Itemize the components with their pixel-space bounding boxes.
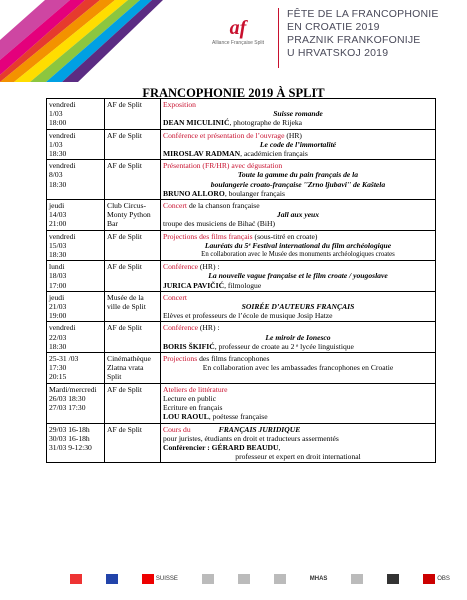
rainbow-graphic bbox=[0, 0, 170, 82]
event-line bbox=[163, 443, 433, 452]
sponsor-logo bbox=[274, 574, 286, 584]
date-line: 25-31 /03 bbox=[49, 354, 79, 364]
date-line: 18/03 bbox=[49, 271, 67, 281]
category-detail: des films francophones bbox=[197, 354, 270, 364]
event-cell bbox=[161, 261, 436, 292]
event-line bbox=[163, 412, 433, 421]
event-cell bbox=[161, 291, 436, 322]
category-detail: de la chanson française bbox=[187, 201, 260, 211]
program-table bbox=[46, 98, 436, 463]
place-cell bbox=[105, 423, 161, 463]
sponsor-logo: SUISSE bbox=[142, 574, 178, 584]
sponsor-logo bbox=[238, 574, 250, 584]
date-cell bbox=[47, 291, 105, 322]
sponsor-logo bbox=[70, 574, 82, 584]
program-row bbox=[47, 99, 436, 130]
event-category bbox=[163, 425, 433, 434]
sponsor-logo: MHAS bbox=[309, 576, 328, 582]
place-cell bbox=[105, 129, 161, 160]
speaker-name: JURICA PAVIČIĆ bbox=[163, 280, 225, 290]
place-line: Club Circus- bbox=[107, 201, 147, 211]
date-line: 18:00 bbox=[49, 118, 67, 128]
event-category bbox=[163, 161, 433, 170]
date-cell bbox=[47, 353, 105, 384]
event-category bbox=[163, 201, 433, 210]
event-line: professeur et expert en droit international bbox=[235, 452, 361, 462]
event-category bbox=[163, 232, 433, 241]
place-cell bbox=[105, 353, 161, 384]
place-line: AF de Split bbox=[107, 384, 143, 394]
event-line: Toute la gamme du pain français de la bbox=[237, 170, 359, 180]
category-label: Concert bbox=[163, 201, 188, 211]
date-line: 1/03 bbox=[49, 109, 63, 119]
event-cell bbox=[161, 230, 436, 261]
alliance-francaise-logo: af Alliance Française Split bbox=[212, 17, 264, 46]
date-line: jeudi bbox=[49, 292, 65, 302]
date-line: 31/03 9-12:30 bbox=[49, 442, 92, 452]
event-category bbox=[163, 262, 433, 271]
category-label: Présentation (FR/HR) avec dégustation bbox=[163, 161, 283, 171]
header bbox=[0, 0, 467, 82]
speaker-role: , photographe de Rijeka bbox=[229, 118, 302, 128]
event-line: Le miroir de Ionesco bbox=[265, 332, 331, 342]
speaker-role: , filmologue bbox=[224, 280, 262, 290]
date-line: 27/03 17:30 bbox=[49, 403, 86, 413]
program-row bbox=[47, 230, 436, 261]
speaker-name: MIROSLAV RADMAN bbox=[163, 149, 241, 159]
event-line bbox=[163, 281, 433, 290]
date-line: 22/03 bbox=[49, 332, 67, 342]
date-cell bbox=[47, 261, 105, 292]
event-category bbox=[163, 131, 433, 140]
place-cell bbox=[105, 261, 161, 292]
date-cell bbox=[47, 160, 105, 200]
date-line: vendredi bbox=[49, 323, 76, 333]
sponsor-logo bbox=[387, 574, 399, 584]
event-cell bbox=[161, 99, 436, 130]
place-cell bbox=[105, 160, 161, 200]
speaker-name: DEAN MICULINIĆ bbox=[163, 118, 230, 128]
place-line: ville de Split bbox=[107, 302, 146, 312]
event-category bbox=[163, 385, 433, 394]
event-line: La nouvelle vague française et le film croate / yougoslave bbox=[208, 271, 388, 281]
speaker-name: LOU RAOUL bbox=[163, 412, 209, 422]
event-line: En collaboration avec les ambassades francophones en Croatie bbox=[202, 363, 394, 373]
fete-title: FÊTE DE LA FRANCOPHONIE EN CROATIE 2019 PRAZNIK FRANKOFONIJE U HRVATSKOJ 2019 bbox=[287, 8, 439, 59]
event-line: Ecriture en français bbox=[163, 403, 223, 413]
event-line: Lauréats du 5ᵉ Festival international du film archéologique bbox=[204, 240, 392, 250]
program-row bbox=[47, 291, 436, 322]
speaker-name: BRUNO ALLORO bbox=[163, 188, 225, 198]
date-line: vendredi bbox=[49, 100, 76, 109]
event-line bbox=[163, 118, 433, 127]
program-row bbox=[47, 160, 436, 200]
date-line: vendredi bbox=[49, 130, 76, 140]
date-line: 29/03 16-18h bbox=[49, 424, 90, 434]
date-line: 26/03 18:30 bbox=[49, 393, 86, 403]
place-cell bbox=[105, 230, 161, 261]
event-cell bbox=[161, 353, 436, 384]
event-cell bbox=[161, 423, 436, 463]
place-line: AF de Split bbox=[107, 231, 143, 241]
category-label: Conférence bbox=[163, 323, 198, 333]
date-line: 21:00 bbox=[49, 219, 67, 229]
place-cell bbox=[105, 291, 161, 322]
event-category bbox=[163, 354, 433, 363]
event-line bbox=[163, 189, 433, 198]
event-line: Elèves et professeurs de l’école de musique Josip Hatze bbox=[163, 311, 333, 321]
category-label: Conférence et présentation de l’ouvrage bbox=[163, 130, 285, 140]
speaker-name: BORIS ŠKIFIĆ bbox=[163, 341, 215, 351]
event-cell bbox=[161, 383, 436, 423]
event-line: pour juristes, étudiants en droit et traducteurs assermentés bbox=[163, 433, 339, 443]
page-title: FRANCOPHONIE 2019 À SPLIT bbox=[142, 86, 325, 100]
category-label: Projections des films français bbox=[163, 231, 253, 241]
sponsor-logos bbox=[70, 568, 450, 590]
date-cell bbox=[47, 322, 105, 353]
place-line: Cinémathèque bbox=[107, 354, 151, 364]
category-label: Projections bbox=[163, 354, 198, 364]
event-line bbox=[163, 342, 433, 351]
speaker-role: , boulanger français bbox=[224, 188, 285, 198]
date-cell bbox=[47, 383, 105, 423]
date-line: 1/03 bbox=[49, 139, 63, 149]
date-line: Mardi/mercredi bbox=[49, 384, 97, 394]
category-detail: (sous-titré en croate) bbox=[252, 231, 318, 241]
header-divider bbox=[278, 8, 279, 68]
date-line: 20:15 bbox=[49, 372, 67, 382]
speaker-role: , académicien français bbox=[240, 149, 308, 159]
event-line bbox=[163, 149, 433, 158]
category-label: Exposition bbox=[163, 100, 196, 109]
program-row bbox=[47, 129, 436, 160]
place-line: Musée de la bbox=[107, 292, 144, 302]
date-line: 15/03 bbox=[49, 240, 67, 250]
date-line: 18:30 bbox=[49, 250, 67, 260]
date-cell bbox=[47, 423, 105, 463]
category-detail: (HR) : bbox=[198, 323, 220, 333]
date-line: 19:00 bbox=[49, 311, 67, 321]
event-line: boulangerie croato-française ''Zrno ljubavi'' de Kaštela bbox=[210, 179, 386, 189]
event-line: Suisse romande bbox=[273, 109, 323, 119]
event-cell bbox=[161, 322, 436, 353]
speaker-name: Conférencier : GÉRARD BEAUDU bbox=[163, 442, 279, 452]
category-label: Conférence bbox=[163, 262, 198, 272]
program-row bbox=[47, 261, 436, 292]
date-cell bbox=[47, 200, 105, 231]
event-cell bbox=[161, 160, 436, 200]
program-row bbox=[47, 353, 436, 384]
event-category bbox=[163, 293, 433, 302]
place-line: AF de Split bbox=[107, 130, 143, 140]
program-row bbox=[47, 322, 436, 353]
place-line: AF de Split bbox=[107, 424, 143, 434]
date-line: 30/03 16-18h bbox=[49, 433, 90, 443]
date-line: 21/03 bbox=[49, 302, 67, 312]
event-cell bbox=[161, 129, 436, 160]
sponsor-logo: OBS bbox=[423, 574, 450, 584]
program-row bbox=[47, 423, 436, 463]
speaker-role: , poétesse française bbox=[208, 412, 268, 422]
event-line: Lecture en public bbox=[163, 393, 217, 403]
place-line: AF de Split bbox=[107, 100, 143, 109]
event-line: En collaboration avec le Musée des monuments archéologiques croates bbox=[201, 251, 395, 259]
event-line: Jall aux yeux bbox=[276, 210, 320, 220]
date-line: 14/03 bbox=[49, 210, 67, 220]
event-category bbox=[163, 323, 433, 332]
date-line: vendredi bbox=[49, 161, 76, 171]
date-line: 18:30 bbox=[49, 149, 67, 159]
event-category bbox=[163, 100, 433, 109]
place-cell bbox=[105, 322, 161, 353]
sponsor-logo bbox=[351, 574, 363, 584]
sponsor-logo bbox=[106, 574, 118, 584]
speaker-role: , professeur de croate au 2 ᵉ lycée linguistique bbox=[214, 341, 354, 351]
category-label: Concert bbox=[163, 292, 188, 302]
category-detail: (HR) : bbox=[198, 262, 220, 272]
program-row bbox=[47, 383, 436, 423]
place-line: Zlatna vrata bbox=[107, 363, 144, 373]
date-line: 17:00 bbox=[49, 280, 67, 290]
place-line: Monty Python bbox=[107, 210, 151, 220]
date-line: 18:30 bbox=[49, 179, 67, 189]
event-line: SOIRÉE D’AUTEURS FRANÇAIS bbox=[241, 302, 355, 312]
date-line: jeudi bbox=[49, 201, 65, 211]
program-row bbox=[47, 200, 436, 231]
place-cell bbox=[105, 383, 161, 423]
date-line: 18:30 bbox=[49, 341, 67, 351]
category-label: Ateliers de littérature bbox=[163, 384, 228, 394]
event-line: troupe des musiciens de Bihać (BiH) bbox=[163, 219, 275, 229]
date-line: vendredi bbox=[49, 231, 76, 241]
date-cell bbox=[47, 230, 105, 261]
date-cell bbox=[47, 99, 105, 130]
category-detail: (HR) bbox=[284, 130, 302, 140]
date-line: 17:30 bbox=[49, 363, 67, 373]
place-line: Bar bbox=[107, 219, 118, 229]
place-cell bbox=[105, 200, 161, 231]
event-cell bbox=[161, 200, 436, 231]
place-cell bbox=[105, 99, 161, 130]
place-line: Split bbox=[107, 372, 122, 382]
event-line: Le code de l’immortalité bbox=[259, 139, 337, 149]
course-title: FRANÇAIS JURIDIQUE bbox=[218, 424, 301, 434]
place-line: AF de Split bbox=[107, 262, 143, 272]
date-line: 8/03 bbox=[49, 170, 63, 180]
sponsor-logo bbox=[202, 574, 214, 584]
date-line: lundi bbox=[49, 262, 65, 272]
place-line: AF de Split bbox=[107, 161, 143, 171]
place-line: AF de Split bbox=[107, 323, 143, 333]
category-label: Cours du bbox=[163, 424, 191, 434]
speaker-role: , bbox=[278, 442, 281, 452]
date-cell bbox=[47, 129, 105, 160]
